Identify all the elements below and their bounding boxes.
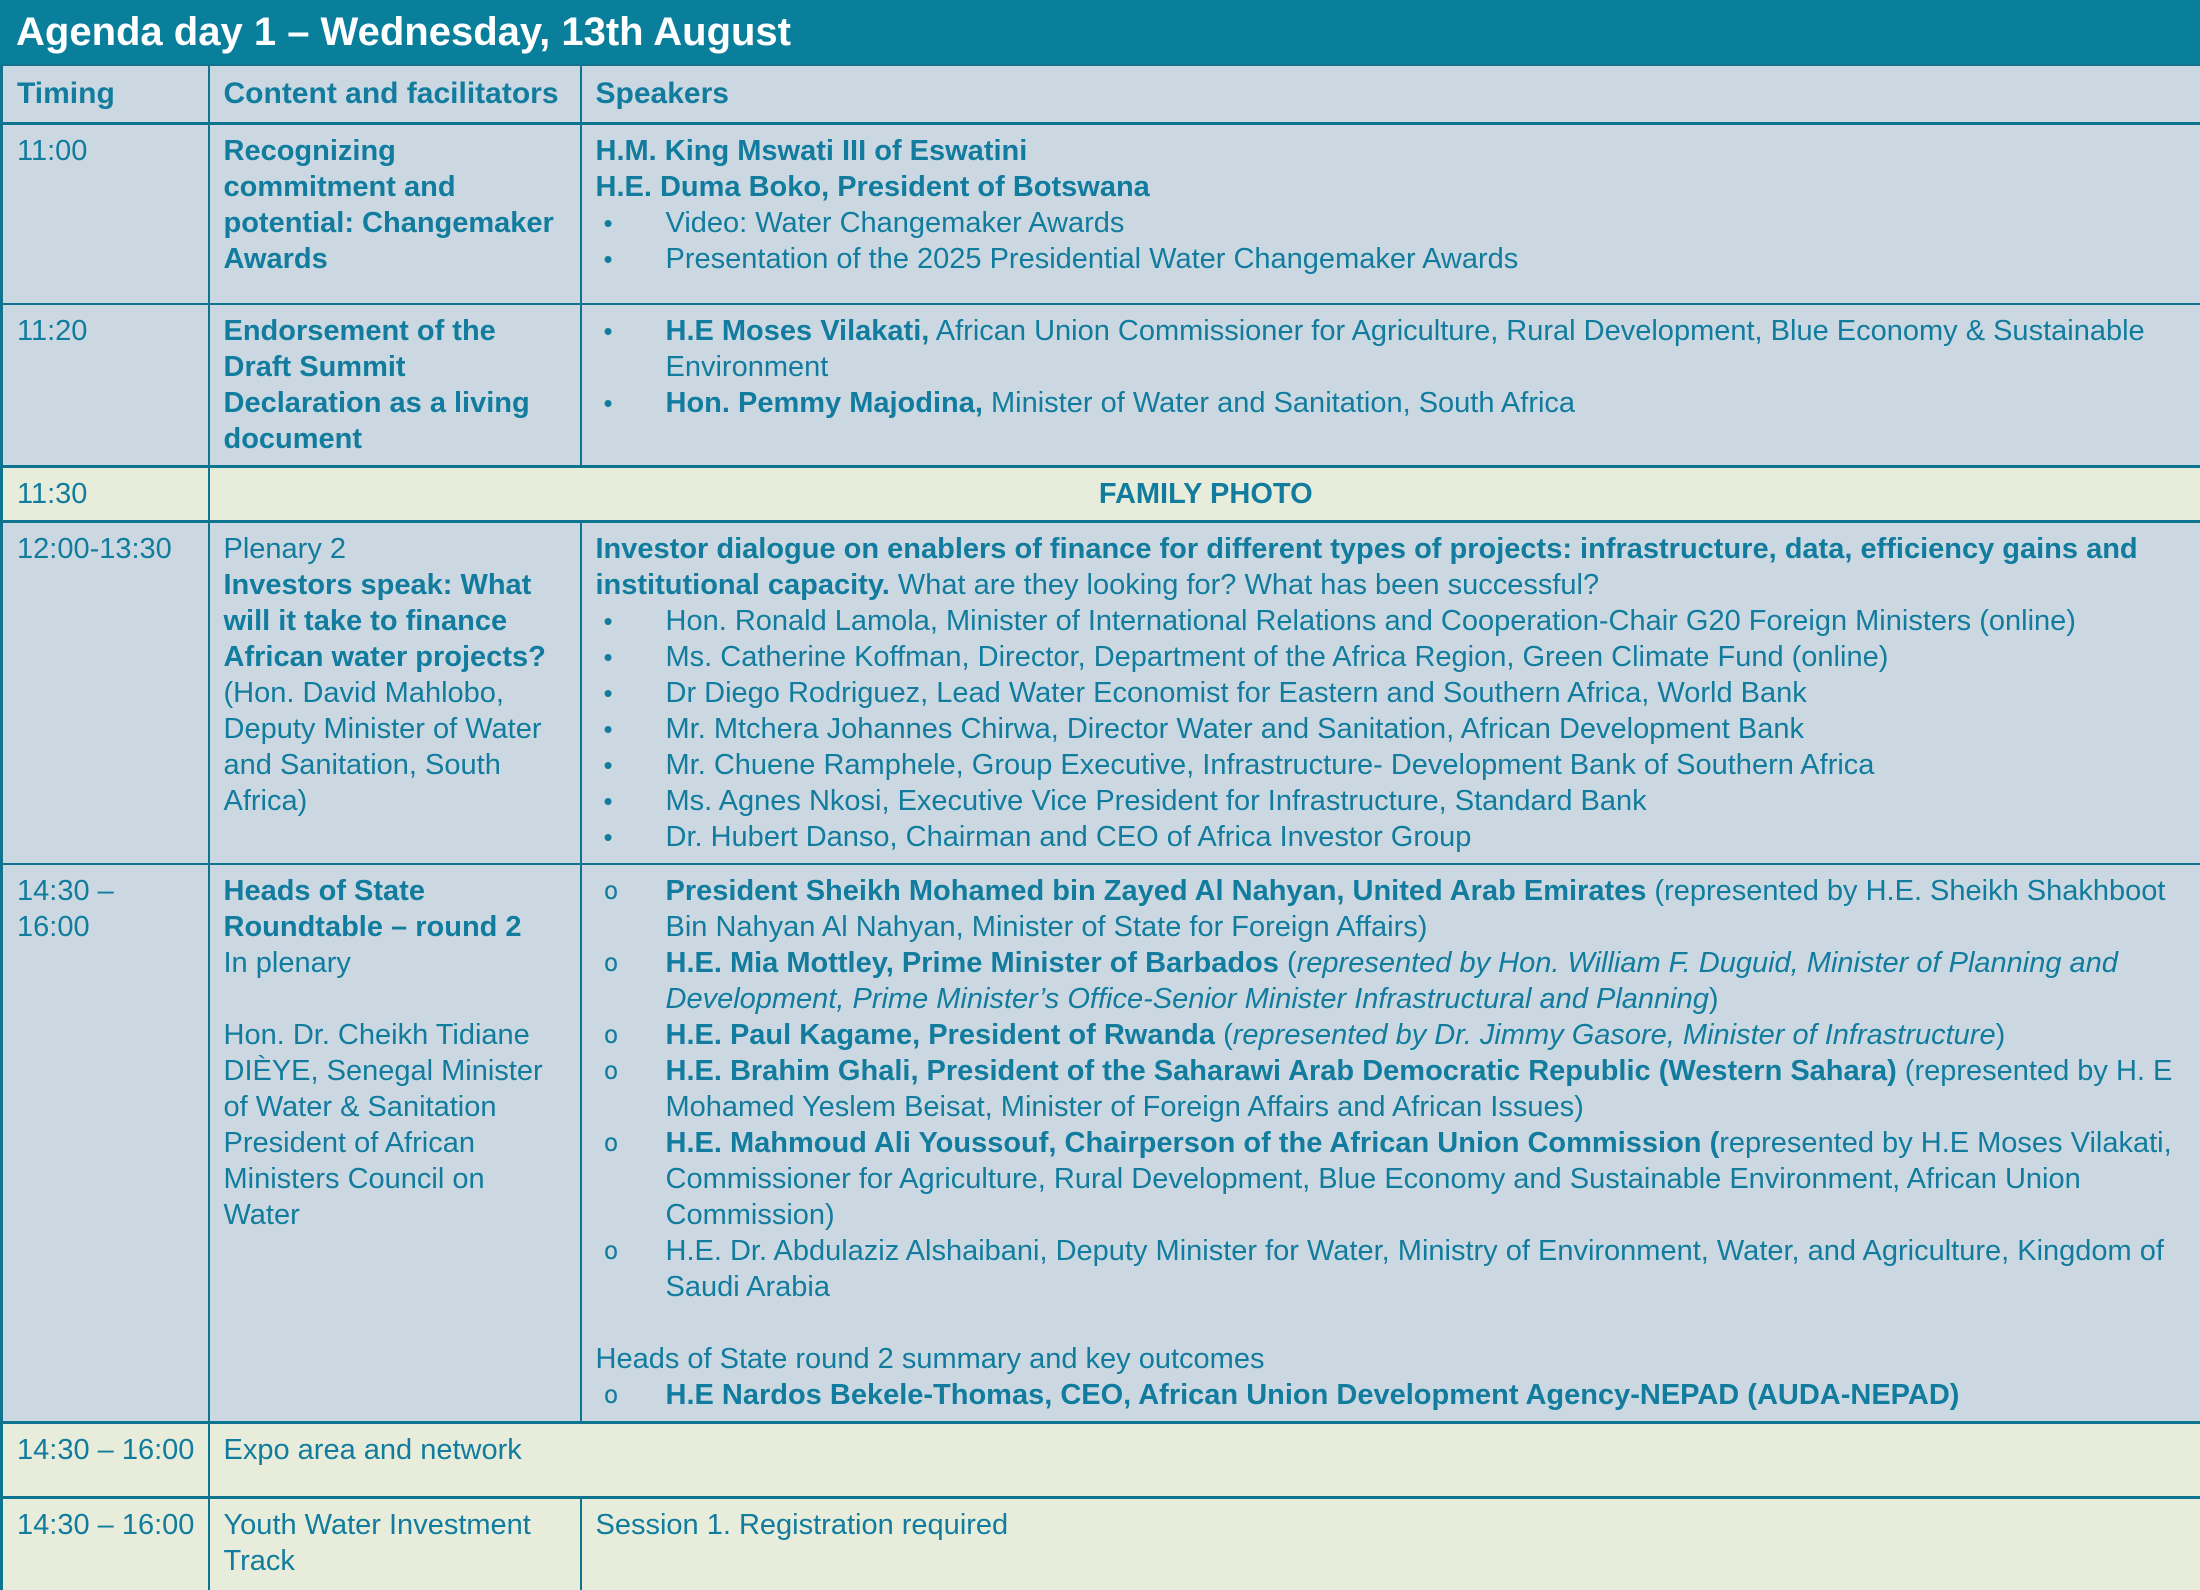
bullet-disc-icon: •: [603, 822, 613, 852]
content-cell: [209, 304, 581, 467]
timing-cell: 11:20: [2, 304, 209, 467]
table-row-heads-of-state: [2, 864, 2200, 1423]
timing-cell: 14:30 – 16:00: [2, 1423, 209, 1498]
spacer: [224, 981, 568, 1017]
content-cell: [209, 123, 581, 304]
table-row-1100: [2, 123, 2200, 304]
session-title: Recognizing commitment and potential: Changemaker Awards: [223, 134, 554, 275]
bullet-disc-icon: •: [603, 750, 613, 780]
list-item: o President Sheikh Mohamed bin Zayed Al Nahyan, United Arab Emirates (represented by H.E. Sheikh Shakhboot Bin Nahyan Al Nahyan, Minister of State for Foreign Affairs): [596, 873, 2189, 945]
list-item: • Dr Diego Rodriguez, Lead Water Economist for Eastern and Southern Africa, World Bank: [596, 675, 2189, 711]
column-header-speakers: Speakers: [581, 65, 2200, 123]
speaker-line: H.E. Duma Boko, President of Botswana: [595, 170, 1150, 203]
list-item: • H.E Moses Vilakati, African Union Commissioner for Agriculture, Rural Development, Blue Economy & Sustainable Environment: [596, 313, 2189, 385]
bullet-circle-icon: o: [603, 1128, 619, 1157]
bullet-disc-icon: •: [603, 207, 613, 238]
list-item: • Ms. Agnes Nkosi, Executive Vice President for Infrastructure, Standard Bank: [596, 783, 2189, 819]
bullet-circle-icon: o: [603, 1380, 619, 1409]
facilitator-note: (Hon. David Mahlobo, Deputy Minister of Water and Sanitation, South Africa): [223, 677, 542, 817]
header-row: [2, 65, 2200, 123]
list-item: • Dr. Hubert Danso, Chairman and CEO of Africa Investor Group: [596, 819, 2189, 855]
list-item: o H.E. Mia Mottley, Prime Minister of Barbados (represented by Hon. William F. Duguid, Minister of Planning and Development, Prime Minister’s Office-Senior Minister Infrastructural and Planning): [596, 945, 2189, 1017]
list-item: • Hon. Pemmy Majodina, Minister of Water and Sanitation, South Africa: [596, 385, 2189, 421]
timing-cell: 12:00-13:30: [2, 522, 209, 865]
bullet-circle-icon: o: [603, 876, 619, 905]
speakers-cell: [581, 864, 2200, 1423]
bullet-circle-icon: o: [603, 948, 619, 977]
bullet-circle-icon: o: [603, 1236, 619, 1265]
speakers-cell: Session 1. Registration required: [581, 1498, 2200, 1590]
content-cell: [209, 522, 581, 865]
bullet-circle-icon: o: [603, 1020, 619, 1049]
table-row-plenary2: [2, 522, 2200, 865]
speakers-cell: [581, 123, 2200, 304]
bullet-disc-icon: •: [603, 243, 613, 274]
list-item: • Mr. Mtchera Johannes Chirwa, Director Water and Sanitation, African Development Bank: [596, 711, 2189, 747]
expo-cell: Expo area and network: [209, 1423, 2200, 1498]
list-item: • Ms. Catherine Koffman, Director, Department of the Africa Region, Green Climate Fund (online): [596, 639, 2189, 675]
session-subtitle: Plenary 2: [223, 533, 347, 565]
agenda-title-bar: [0, 0, 2200, 64]
session-title: Investors speak: What will it take to finance African water projects?: [223, 569, 546, 673]
timing-cell: 14:30 – 16:00: [2, 1498, 209, 1590]
family-photo-cell: FAMILY PHOTO: [209, 467, 2200, 522]
list-item: o H.E. Dr. Abdulaziz Alshaibani, Deputy Minister for Water, Ministry of Environment, Water, and Agriculture, Kingdom of Saudi Arabia: [596, 1233, 2189, 1305]
list-item: • Mr. Chuene Ramphele, Group Executive, Infrastructure- Development Bank of Southern Africa: [596, 747, 2189, 783]
bullet-disc-icon: •: [603, 714, 613, 744]
bullet-disc-icon: •: [603, 388, 613, 418]
column-header-content: Content and facilitators: [209, 65, 581, 123]
column-header-timing: Timing: [2, 65, 209, 123]
speakers-cell: [581, 522, 2200, 865]
timing-cell: 11:00: [2, 123, 209, 304]
facilitator-note: Hon. Dr. Cheikh Tidiane DIÈYE, Senegal Minister of Water & Sanitation President of African Ministers Council on Water: [223, 1019, 543, 1231]
bullet-disc-icon: •: [603, 678, 613, 708]
timing-cell: 11:30: [2, 467, 209, 522]
speaker-line: H.M. King Mswati III of Eswatini: [595, 134, 1028, 167]
bullet-disc-icon: •: [603, 316, 613, 346]
list-item: o H.E Nardos Bekele-Thomas, CEO, African Union Development Agency-NEPAD (AUDA-NEPAD): [596, 1377, 2189, 1413]
content-cell: Youth Water Investment Track: [209, 1498, 581, 1590]
list-item: o H.E. Mahmoud Ali Youssouf, Chairperson of the African Union Commission (represented by H.E Moses Vilakati, Commissioner for Agriculture, Rural Development, Blue Economy and Sustainable Environment, African Union Commission): [596, 1125, 2189, 1233]
list-item: o H.E. Paul Kagame, President of Rwanda (represented by Dr. Jimmy Gasore, Minister of Infrastructure): [596, 1017, 2189, 1053]
speakers-cell: [581, 304, 2200, 467]
session-title: Endorsement of the Draft Summit Declaration as a living document: [223, 315, 530, 455]
table-row-family-photo: [2, 467, 2200, 522]
list-item: o H.E. Brahim Ghali, President of the Saharawi Arab Democratic Republic (Western Sahara) (represented by H. E Mohamed Yeslem Beisat, Minister of Foreign Affairs and African Issues): [596, 1053, 2189, 1125]
session-description: Investor dialogue on enablers of finance for different types of projects: infrastructure, data, efficiency gains and institutional capacity. What are they looking for? What has been successful?: [595, 533, 2138, 601]
bullet-disc-icon: •: [603, 642, 613, 672]
list-item: • Hon. Ronald Lamola, Minister of International Relations and Cooperation-Chair G20 Foreign Ministers (online): [596, 603, 2189, 639]
list-item: • Video: Water Changemaker Awards: [596, 205, 2189, 241]
table-row-expo: [2, 1423, 2200, 1498]
content-cell: [209, 864, 581, 1423]
bullet-disc-icon: •: [603, 786, 613, 816]
session-title: Heads of State Roundtable – round 2: [223, 875, 522, 943]
table-row-1120: [2, 304, 2200, 467]
page-title: Agenda day 1 – Wednesday, 13th August: [16, 9, 791, 54]
list-item: • Presentation of the 2025 Presidential Water Changemaker Awards: [596, 241, 2189, 277]
session-subtitle: In plenary: [223, 947, 351, 979]
bullet-disc-icon: •: [603, 606, 613, 636]
agenda-table: [0, 64, 2200, 1590]
summary-line: Heads of State round 2 summary and key outcomes: [595, 1343, 1265, 1375]
table-row-youth-track: [2, 1498, 2200, 1590]
timing-cell: 14:30 – 16:00: [2, 864, 209, 1423]
bullet-circle-icon: o: [603, 1056, 619, 1085]
spacer: [596, 1305, 2189, 1341]
